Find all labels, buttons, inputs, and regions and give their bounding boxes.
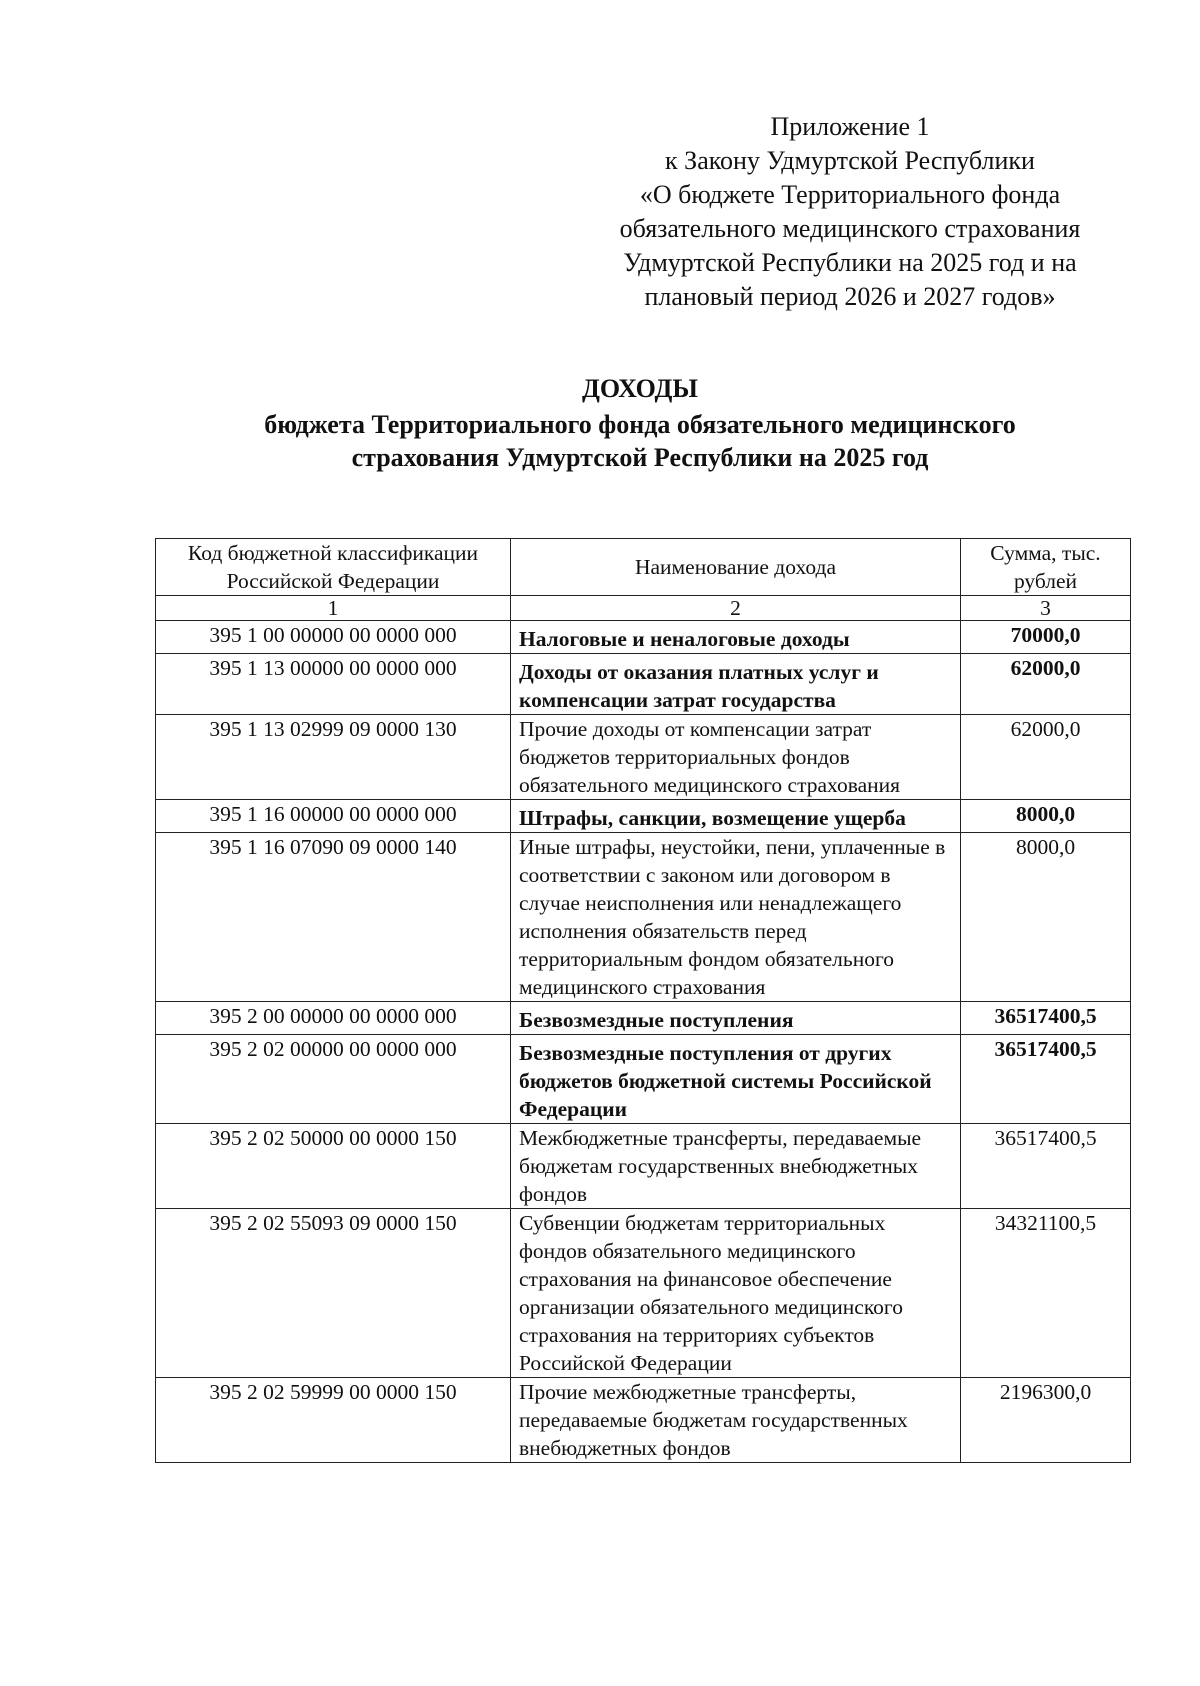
appendix-line: плановый период 2026 и 2027 годов»: [644, 282, 1056, 311]
title-line: страхования Удмуртской Республики на 2025 год: [351, 443, 929, 472]
row-code: 395 1 16 07090 09 0000 140: [156, 833, 511, 1002]
appendix-header: [590, 110, 1110, 314]
row-code: 395 1 13 00000 00 0000 000: [156, 654, 511, 715]
table-row: [156, 1378, 1131, 1463]
appendix-line: Приложение 1: [770, 112, 930, 141]
appendix-line: Удмуртской Республики на 2025 год и на: [623, 248, 1077, 277]
row-name: Штрафы, санкции, возмещение ущерба: [511, 800, 961, 833]
appendix-line: «О бюджете Территориального фонда: [639, 180, 1061, 209]
table-row: [156, 1035, 1131, 1124]
table-header-row: [156, 539, 1131, 596]
table-row: [156, 1002, 1131, 1035]
row-code: 395 1 13 02999 09 0000 130: [156, 715, 511, 800]
row-name: Субвенции бюджетам территориальных фондов обязательного медицинского страхования на финансовое обеспечение организации обязательного медицинского страхования на территориях субъектов Российской Федерации: [511, 1209, 961, 1378]
row-amount: 36517400,5: [961, 1124, 1131, 1209]
title-line: бюджета Территориального фонда обязательного медицинского: [264, 410, 1016, 439]
row-code: 395 2 02 55093 09 0000 150: [156, 1209, 511, 1378]
row-name: Прочие доходы от компенсации затрат бюджетов территориальных фондов обязательного медицинского страхования: [511, 715, 961, 800]
header-code: Код бюджетной классификации Российской Федерации: [156, 539, 511, 596]
row-amount: 62000,0: [961, 654, 1131, 715]
row-name: Безвозмездные поступления: [511, 1002, 961, 1035]
column-number: 2: [511, 596, 961, 621]
row-name: Доходы от оказания платных услуг и компенсации затрат государства: [511, 654, 961, 715]
income-table: [155, 538, 1131, 1463]
header-amount: Сумма, тыс. рублей: [961, 539, 1131, 596]
appendix-line: к Закону Удмуртской Республики: [665, 146, 1035, 175]
row-name: Иные штрафы, неустойки, пени, уплаченные в соответствии с законом или договором в случае неисполнения или ненадлежащего исполнения обязательств перед территориальным фондом обязательного медицинского страхования: [511, 833, 961, 1002]
table-row: [156, 715, 1131, 800]
appendix-line: обязательного медицинского страхования: [619, 214, 1081, 243]
row-amount: 36517400,5: [961, 1035, 1131, 1124]
row-amount: 70000,0: [961, 621, 1131, 654]
row-name: Безвозмездные поступления от других бюджетов бюджетной системы Российской Федерации: [511, 1035, 961, 1124]
table-row: [156, 833, 1131, 1002]
header-name: Наименование дохода: [511, 539, 961, 596]
row-code: 395 2 02 59999 00 0000 150: [156, 1378, 511, 1463]
column-number: 1: [156, 596, 511, 621]
table-row: [156, 654, 1131, 715]
row-amount: 8000,0: [961, 833, 1131, 1002]
row-name: Налоговые и неналоговые доходы: [511, 621, 961, 654]
row-code: 395 2 00 00000 00 0000 000: [156, 1002, 511, 1035]
row-name: Межбюджетные трансферты, передаваемые бюджетам государственных внебюджетных фондов: [511, 1124, 961, 1209]
table-row: [156, 621, 1131, 654]
row-code: 395 1 16 00000 00 0000 000: [156, 800, 511, 833]
row-amount: 62000,0: [961, 715, 1131, 800]
row-amount: 34321100,5: [961, 1209, 1131, 1378]
row-amount: 8000,0: [961, 800, 1131, 833]
row-amount: 36517400,5: [961, 1002, 1131, 1035]
row-name: Прочие межбюджетные трансферты, передаваемые бюджетам государственных внебюджетных фондов: [511, 1378, 961, 1463]
document-title: [150, 372, 1130, 474]
row-code: 395 2 02 50000 00 0000 150: [156, 1124, 511, 1209]
row-code: 395 1 00 00000 00 0000 000: [156, 621, 511, 654]
table-row: [156, 800, 1131, 833]
table-row: [156, 1209, 1131, 1378]
column-number-row: [156, 596, 1131, 621]
table-row: [156, 1124, 1131, 1209]
row-code: 395 2 02 00000 00 0000 000: [156, 1035, 511, 1124]
column-number: 3: [961, 596, 1131, 621]
row-amount: 2196300,0: [961, 1378, 1131, 1463]
title-main: ДОХОДЫ: [582, 374, 698, 403]
